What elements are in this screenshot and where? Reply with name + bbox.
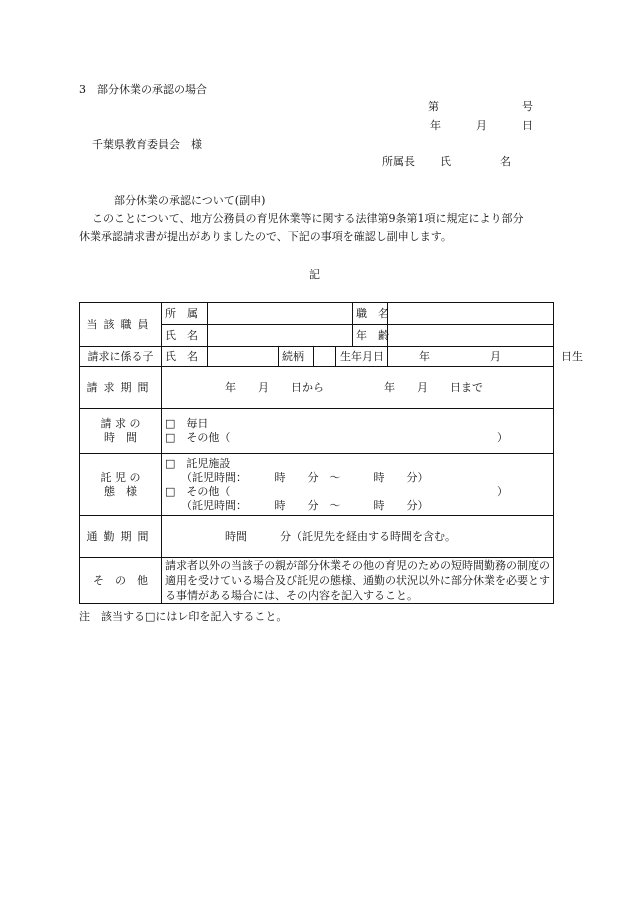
paragraph-line-2: 休業承認請求書が提出がありましたので、下記の事項を確認し副申します。 <box>79 230 452 243</box>
date-year: 年 <box>430 119 441 132</box>
care-option-other[interactable]: □ その他（ <box>165 484 231 498</box>
period-field[interactable] <box>162 367 554 409</box>
other-header: そ の 他 <box>80 558 162 604</box>
birth-year: 年 <box>419 349 430 363</box>
child-shimei-label: 氏 名 <box>162 347 208 367</box>
commute-field[interactable] <box>162 516 554 558</box>
care-type-header <box>80 454 162 516</box>
footnote: 注 該当する□にはレ印を記入すること。 <box>79 610 288 623</box>
target-staff-header: 当該職員 <box>80 303 162 347</box>
shokumei-field[interactable] <box>388 303 554 325</box>
time-option-other[interactable]: □ その他（ <box>165 431 231 444</box>
period-from: 年 月 日から <box>225 380 324 394</box>
care-time-1: （託児時間： 時 分 ～ 時 分） <box>181 470 429 484</box>
time-option-daily[interactable]: □ 毎日 <box>165 417 209 430</box>
shimei-field[interactable] <box>208 325 353 347</box>
section-heading: 3 部分休業の承認の場合 <box>79 83 207 96</box>
child-header: 請求に係る子 <box>80 347 162 367</box>
commute-header: 通勤期間 <box>80 516 162 558</box>
zokugara-label: 続柄 <box>279 347 314 367</box>
commute-text: 時間 分（託児先を経由する時間を含む。 <box>225 529 456 543</box>
request-time-header-line1: 請 求 の <box>100 417 141 430</box>
birth-day: 日生 <box>561 349 583 363</box>
care-option-facility[interactable]: □ 託児施設 <box>165 456 231 470</box>
care-time-2: （託児時間： 時 分 ～ 時 分） <box>181 498 429 512</box>
subject: 部分休業の承認について(副申) <box>114 194 266 207</box>
period-header: 請求期間 <box>80 367 162 409</box>
sender-mei: 名 <box>500 155 511 168</box>
request-time-header-line2: 時 間 <box>104 431 137 444</box>
care-type-header-line2: 態 様 <box>104 484 137 498</box>
zokugara-field[interactable] <box>314 347 336 367</box>
date-day: 日 <box>522 119 533 132</box>
period-to: 年 月 日まで <box>384 380 483 394</box>
birth-month: 月 <box>490 349 501 363</box>
doc-number-go: 号 <box>522 100 533 113</box>
ki-heading: 記 <box>309 268 320 281</box>
shozoku-field[interactable] <box>208 303 353 325</box>
date-month: 月 <box>476 119 487 132</box>
birth-label: 生年月日 <box>336 347 388 367</box>
request-time-header <box>80 409 162 454</box>
shozoku-label: 所 属 <box>162 303 208 325</box>
sender-shi: 氏 <box>440 155 451 168</box>
care-type-header-line1: 託 児 の <box>100 470 141 484</box>
application-form-table <box>79 302 583 604</box>
sender-role: 所属長 <box>382 155 415 168</box>
shimei-label: 氏 名 <box>162 325 208 347</box>
shokumei-label: 職 名 <box>353 303 388 325</box>
nenrei-label: 年 齢 <box>353 325 388 347</box>
other-text: 請求者以外の当該子の親が部分休業その他の育児のための短時間勤務の制度の適用を受けている場合及び託児の態様、通勤の状況以外に部分休業を必要とする事情がある場合には、その内容を記入すること。 <box>162 558 554 604</box>
child-shimei-field[interactable] <box>208 347 279 367</box>
addressee: 千葉県教育委員会 様 <box>92 138 202 151</box>
nenrei-field[interactable] <box>388 325 554 347</box>
paragraph-line-1: このことについて、地方公務員の育児休業等に関する法律第9条第1項に規定により部分 <box>92 212 524 225</box>
birth-field[interactable] <box>388 347 583 367</box>
care-type-field <box>162 454 554 516</box>
doc-number-dai: 第 <box>428 100 439 113</box>
request-time-field <box>162 409 554 454</box>
time-other-close: ） <box>497 431 508 444</box>
care-other-close: ） <box>497 484 508 498</box>
